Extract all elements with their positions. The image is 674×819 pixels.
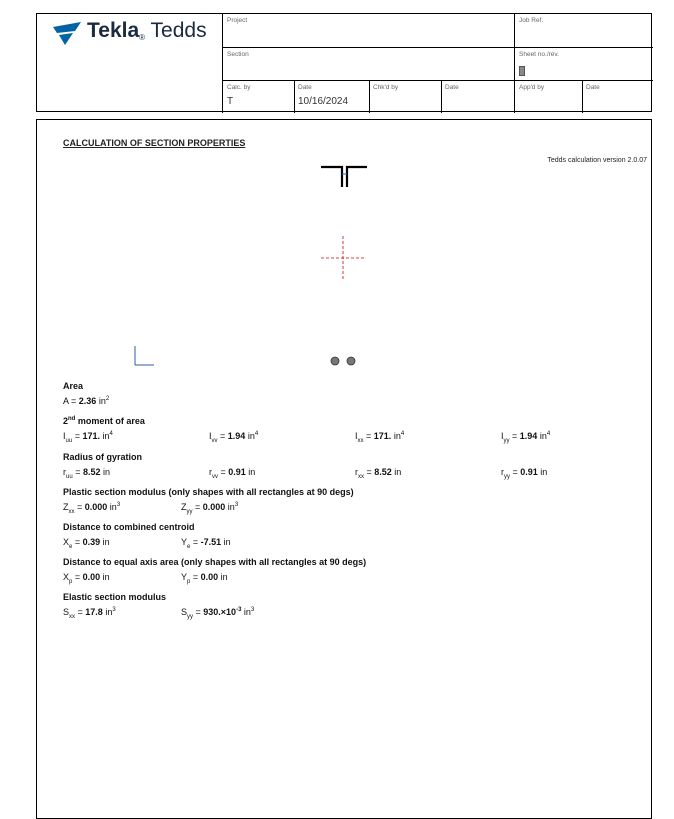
sheet-no-label: Sheet no./rev. [519,51,559,58]
legend-dot [347,357,355,365]
equal-axis-xp: $X_p = 0.00$ in [63,572,110,585]
legend-dot [331,357,339,365]
tekla-logo-icon [51,21,83,47]
chkd-by-label: Chk'd by [373,84,399,91]
elastic-modulus-heading: Elastic section modulus [63,592,167,602]
grid-line [223,80,653,81]
grid-line [514,14,515,113]
section-shape [321,167,367,187]
gyration-ryy: $r_{yy} = 0.91$ in [501,467,548,480]
date-value: 10/16/2024 [298,96,349,107]
axis-indicator [135,346,154,365]
calc-by-label: Calc. by [227,84,251,91]
plastic-modulus-heading: Plastic section modulus (only shapes with all rectangles at 90 degs) [63,487,354,497]
moment-of-area-heading: 2nd moment of area [63,416,145,426]
sheet-no-value-mark [519,66,525,76]
version-text: Tedds calculation version 2.0.07 [547,157,647,164]
elastic-syy: $S_{yy} = 930.\times 10^{-3}$ $in^3$ [181,607,255,620]
elastic-sxx: $S_{xx} = 17.8$ $in^3$ [63,607,116,620]
grid-line [294,80,295,113]
area-heading: Area [63,381,84,391]
date-label: Date [445,84,459,91]
project-label: Project [227,17,248,24]
moment-iyy: $I_{yy} = 1.94$ $in^4$ [501,431,551,444]
appd-by-label: App'd by [519,84,545,91]
tekla-tedds-logo [37,14,223,113]
grid-line [582,80,583,113]
calculation-page [36,119,652,819]
centroid-xe: $X_e = 0.39$ in [63,537,110,550]
equal-axis-heading: Distance to equal axis area (only shapes with all rectangles at 90 degs) [63,557,367,567]
date-label: Date [586,84,600,91]
grid-line [441,80,442,113]
gyration-rvv: $r_{vv} = 0.91$ in [209,467,256,480]
moment-ixx: $I_{xx} = 171$. $in^4$ [355,431,405,444]
section-label: Section [227,51,249,58]
gyration-ruu: $r_{uu} = 8.52$ in [63,467,110,480]
radius-of-gyration-heading: Radius of gyration [63,452,143,462]
plastic-zxx: $Z_{xx} = 0.000$ $in^3$ [63,502,121,515]
plastic-zyy: $Z_{yy} = 0.000$ $in^3$ [181,502,239,515]
moment-ivv: $I_{vv} = 1.94$ $in^4$ [209,431,259,444]
centroid-cross [321,236,365,280]
page-title: CALCULATION OF SECTION PROPERTIES [63,138,246,148]
gyration-rxx: $r_{xx} = 8.52$ in [355,467,402,480]
calc-by-value: T [227,96,234,107]
centroid-ye: $Y_e = -7.51$ in [181,537,231,550]
logo-text: Tekla® Tedds [87,19,207,42]
moment-iuu: $I_{uu} = 171$. $in^4$ [63,431,113,444]
area-value: A = 2.36 $in^2$ [63,396,110,406]
section-drawing [37,120,653,380]
job-ref-label: Job Ref. [519,17,544,24]
centroid-heading: Distance to combined centroid [63,522,195,532]
date-label: Date [298,84,312,91]
title-block [36,13,652,112]
grid-line [223,47,653,48]
grid-line [369,80,370,113]
equal-axis-yp: $Y_p = 0.00$ in [181,572,228,585]
